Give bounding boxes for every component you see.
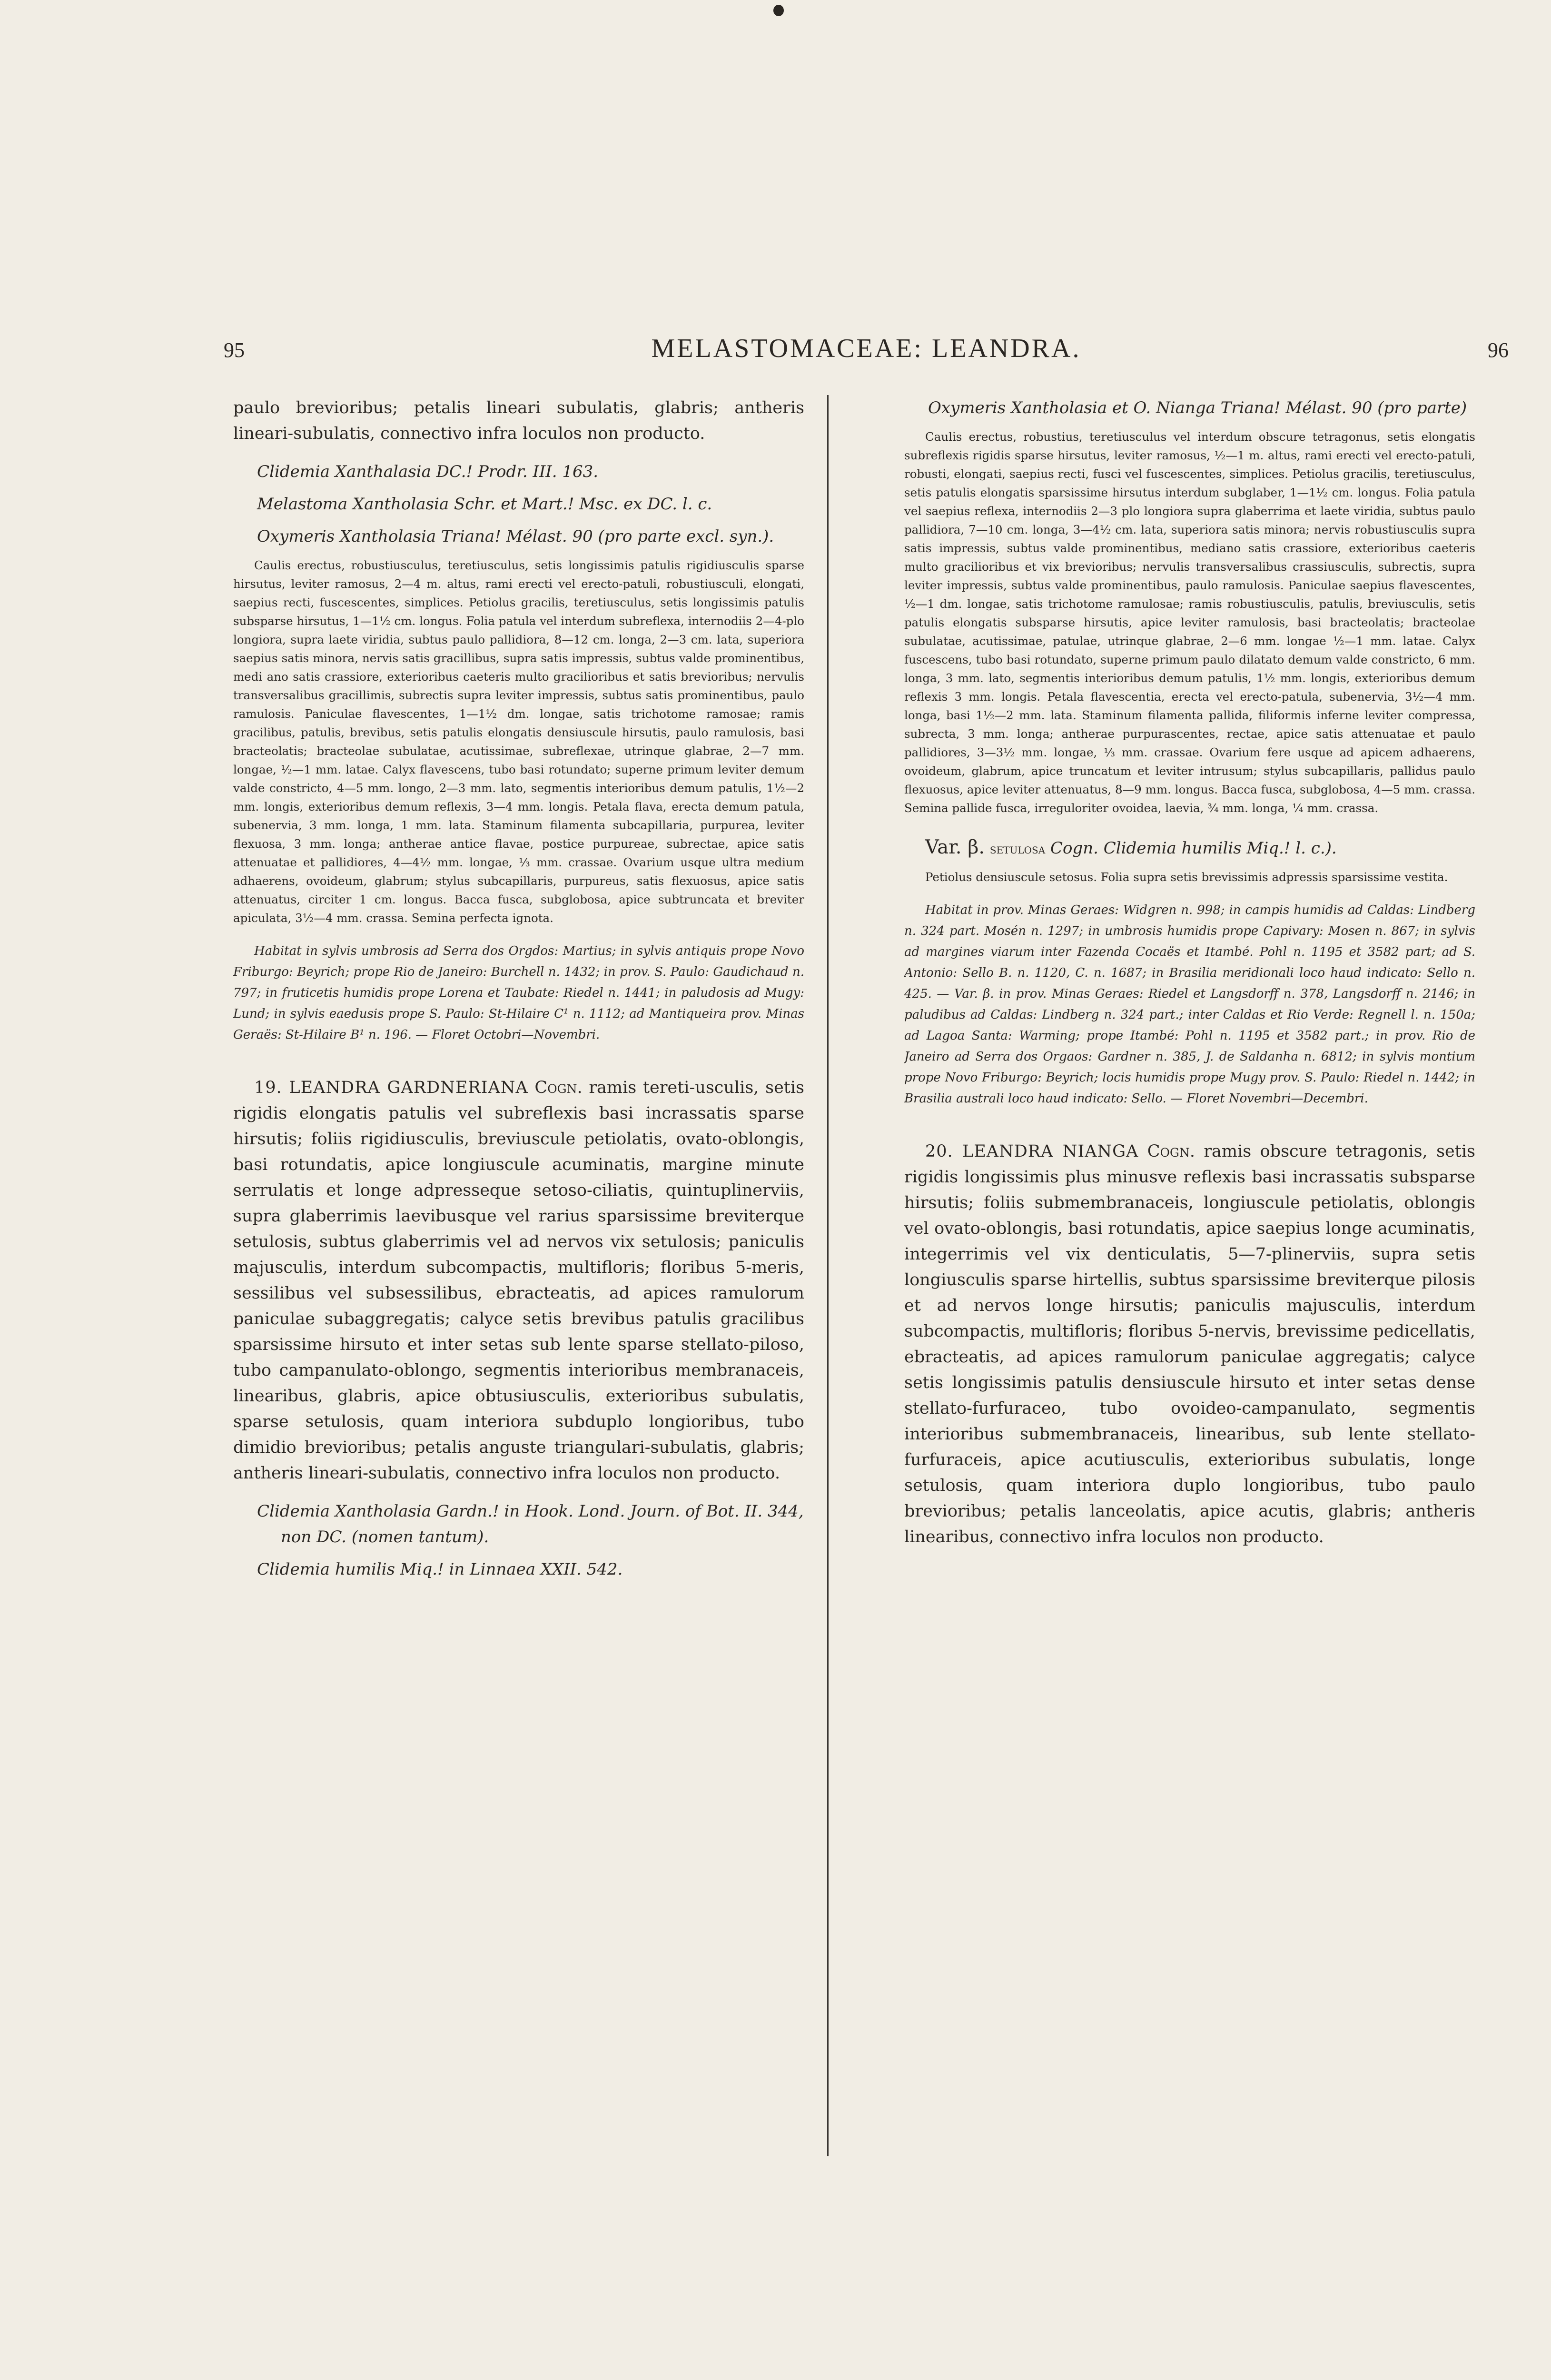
species-author: Cogn. bbox=[534, 1078, 583, 1097]
variety-label: Var. β. bbox=[925, 836, 985, 858]
synonym: Clidemia humilis Miq.! in Linnaea XXII. 542. bbox=[257, 1560, 623, 1579]
variety-synonym: Clidemia humilis Miq.! l. c.). bbox=[1103, 839, 1337, 858]
page-number-left: 95 bbox=[224, 338, 245, 362]
running-head bbox=[224, 333, 1509, 376]
variety-description: Petiolus densiuscule setosus. Folia supra setis brevissimis adpressis sparsissime vestita. bbox=[925, 870, 1448, 884]
species-diagnosis-text: ramis obscure tetragonis, setis rigidis longissimis plus minusve reflexis basi incrassatis subsparse hirsutis; foliis submembranaceis, longiuscule petiolatis, oblongis vel ovato-oblongis, basi rotundatis, apice saepius longe acuminatis, integerrimis vel vix denticulatis, 5—7-plinerviis, supra setis longiusculis sparse hirtellis, subtus sparsissime breviterque pilosis et ad nervos longe hirsutis; paniculis majusculis, interdum subcompactis, multifloris; floribus 5-nervis, brevissime pedicellatis, ebracteatis, ad apices ramulorum paniculae aggregatis; calyce setis longissimis patulis densiuscule hirsuto et inter setas dense stellato-furfuraceo, tubo ovoideo-campanulato, segmentis interioribus submembranaceis, linearibus, sub lente stellato-furfuraceis, apice acutiusculis, exterioribus subulatis, longe setulosis, quam interiora duplo longioribus, tubo paulo brevioribus; petalis lanceolatis, apice acutis, glabris; antheris linearibus, connectivo infra loculos non producto. bbox=[904, 1142, 1475, 1547]
running-title: MELASTOMACEAE: LEANDRA. bbox=[651, 334, 1081, 363]
species-description: Caulis erectus, robustius, teretiusculus vel interdum obscure tetragonus, setis elongatis subreflexis rigidis sparse hirsutus, leviter ramosus, ½—1 m. altus, rami erecti vel erecto-patuli, robusti, elongati, saepius recti, fusci vel fuscescentes, simplices. Petiolus gracilis, teretiusculus, setis patulis elongatis sparsissime hirsutus interdum subglaber, 1—1½ cm. longus. Folia patula vel saepius reflexa, internodiis 2—3 plo longiora supra glaberrima et laete viridia, subtus paulo pallidiora, 7—10 cm. longa, 3—4½ cm. lata, superiora satis minora; nervis robustiusculis supra satis impressis, subtus valde prominentibus, mediano satis crassiore, exterioribus caeteris multo gracilioribus et vix brevioribus; nervulis transversalibus crassiusculis, subrectis, supra leviter impressis, subtus valde prominentibus, paulo ramulosis. Paniculae saepius flavescentes, ½—1 dm. longae, satis trichotome ramulosae; ramis robustiusculis, patulis, breviusculis, setis patulis elongatis subsparse hirsutis, apice leviter ramulosis, basi bracteolatis; bracteolae subulatae, acutissimae, patulae, utrinque glabrae, 2—6 mm. longae ½—1 mm. latae. Calyx fuscescens, tubo basi rotundato, superne primum paulo dilatato demum valde constricto, 6 mm. longa, 3 mm. lato, segmentis interioribus demum patulis, 1½ mm. longis, exterioribus demum reflexis 3 mm. longis. Petala flavescentia, erecta vel erecto-patula, subenervia, 3½—4 mm. longa, basi 1½—2 mm. lata. Staminum filamenta pallida, filiformis inferne leviter compressa, subrecta, 3 mm. longa; antherae purpurascentes, rectae, apice satis attenuatae et paulo pallidiores, 3—3½ mm. longae, ⅓ mm. crassae. Ovarium fere usque ad apicem adhaerens, ovoideum, glabrum, apice truncatum et leviter intrusum; stylus subcapillaris, pallidus paulo flexuosus, apice leviter attenuatus, 8—9 mm. longus. Bacca fusca, subglobosa, 4—5 mm. crassa. Semina pallide fusca, irreguloriter ovoidea, laevia, ¾ mm. longa, ¼ mm. crassa. bbox=[904, 430, 1475, 815]
species-name: 19. LEANDRA GARDNERIANA bbox=[254, 1078, 528, 1097]
variety-author: Cogn. bbox=[1050, 839, 1098, 858]
habitat-paragraph: Habitat in sylvis umbrosis ad Serra dos Orgdos: Martius; in sylvis antiquis prope Novo Friburgo: Beyrich; prope Rio de Janeiro: Burchell n. 1432; in prov. S. Paulo: Gaudichaud n. 797; in fruticetis humidis prope Lorena et Taubate: Riedel n. 1441; in paludosis ad Mugy: Lund; in sylvis eaedusis prope S. Paulo: St-Hilaire C¹ n. 1112; ad Mantiqueira prov. Minas Geraës: St-Hilaire B¹ n. 196. — Floret Octobri—Novembri. bbox=[233, 944, 804, 1042]
page-number-right: 96 bbox=[1488, 338, 1509, 362]
column-divider bbox=[827, 395, 829, 2156]
species-author: Cogn. bbox=[1147, 1142, 1195, 1161]
continued-diagnosis: paulo brevioribus; petalis lineari subulatis, glabris; antheris lineari-subulatis, connectivo infra loculos non producto. bbox=[233, 398, 804, 443]
species-name: 20. LEANDRA NIANGA bbox=[925, 1142, 1139, 1161]
species-20-diagnosis bbox=[904, 1139, 1475, 1550]
species-description: Caulis erectus, robustiusculus, teretiusculus, setis longissimis patulis rigidiusculis sparse hirsutus, leviter ramosus, 2—4 m. altus, rami erecti vel erecto-patuli, robustiusculi, elongati, saepius recti, fuscescentes, simplices. Petiolus gracilis, teretiusculus, setis longissimis patulis subsparse hirsutus, 1—1½ cm. longus. Folia patula vel interdum subreflexa, internodiis 2—4-plo longiora, supra laete viridia, subtus paulo pallidiora, 8—12 cm. longa, 2—3 cm. lata, superiora saepius satis minora, nervis satis gracillibus, supra satis impressis, subtus valde prominentibus, medi ano satis crassiore, exterioribus caeteris multo gracilioribus et satis brevioribus; nervulis transversalibus gracillimis, subrectis supra leviter impressis, subtus satis prominentibus, paulo ramulosis. Paniculae flavescentes, 1—1½ dm. longae, satis trichotome ramosae; ramis gracilibus, patulis, brevibus, setis patulis elongatis densiuscule hirsutis, paulo ramulosis, basi bracteolatis; bracteolae subulatae, acutissimae, subreflexae, utrinque glabrae, 2—7 mm. longae, ½—1 mm. latae. Calyx flavescens, tubo basi rotundato; superne primum leviter demum valde constricto, 4—5 mm. longo, 2—3 mm. lato, segmentis interioribus demum patulis, 1½—2 mm. longis, exterioribus demum reflexis, 3—4 mm. longis. Petala flava, erecta demum patula, subenervia, 3 mm. longa, 1 mm. lata. Staminum filamenta subcapillaria, purpurea, leviter flexuosa, 3 mm. longa; antherae antice flavae, postice purpureae, subrectae, apice satis attenuatae et pallidiores, 4—4½ mm. longae, ⅓ mm. crassae. Ovarium usque ultra medium adhaerens, ovoideum, glabrum; stylus subcapillaris, purpureus, satis flexuosus, apice satis attenuatus, circiter 1 cm. longus. Bacca fusca, subglobosa, apice subtruncata et breviter apiculata, 3½—4 mm. crassa. Semina perfecta ignota. bbox=[233, 558, 804, 925]
species-19-diagnosis bbox=[233, 1075, 804, 1486]
variety-heading bbox=[904, 834, 1475, 862]
synonym: Oxymeris Xantholasia et O. Nianga Triana! Mélast. 90 (pro parte) bbox=[928, 398, 1467, 417]
right-column bbox=[904, 395, 1475, 2318]
left-column bbox=[233, 395, 804, 2318]
synonym: Melastoma Xantholasia Schr. et Mart.! Msc. ex DC. l. c. bbox=[257, 495, 712, 514]
variety-name: setulosa bbox=[989, 841, 1046, 857]
synonym: Clidemia Xanthalasia DC.! Prodr. III. 163. bbox=[257, 462, 599, 481]
species-diagnosis-text: ramis tereti-usculis, setis rigidis elongatis patulis vel subreflexis basi incrassatis sparse hirsutis; foliis rigidiusculis, breviuscule petiolatis, ovato-oblongis, basi rotundatis, apice longiuscule acuminatis, margine minute serrulatis et longe adpresseque setoso-ciliatis, quintuplinerviis, supra glaberrimis laevibusque vel rarius sparsissime breviterque setulosis, subtus glaberrimis vel ad nervos vix setulosis; paniculis majusculis, interdum subcompactis, multifloris; floribus 5-meris, sessilibus vel subsessilibus, ebracteatis, ad apices ramulorum paniculae subaggregatis; calyce setis brevibus patulis gracilibus sparsissime hirsuto et inter setas sub lente sparse stellato-piloso, tubo campanulato-oblongo, segmentis interioribus membranaceis, linearibus, glabris, apice obtusiusculis, exterioribus subulatis, sparse setulosis, quam interiora subduplo longioribus, tubo dimidio brevioribus; petalis anguste triangulari-subulatis, glabris; antheris lineari-subulatis, connectivo infra loculos non producto. bbox=[233, 1078, 804, 1483]
synonym: Clidemia Xantholasia Gardn.! in Hook. Lond. Journ. of Bot. II. 344, non DC. (nomen tantum). bbox=[257, 1502, 804, 1547]
habitat-paragraph: Habitat in prov. Minas Geraes: Widgren n. 998; in campis humidis ad Caldas: Lindberg n. 324 part. Mosén n. 1297; in umbrosis humidis prope Capivary: Mosen n. 867; in sylvis ad margines viarum inter Fazenda Cocaës et Itambé. Pohl n. 1195 et 3582 part; ad S. Antonio: Sello B. n. 1120, C. n. 1687; in Brasilia meridionali loco haud indicato: Sello n. 425. — Var. β. in prov. Minas Geraes: Riedel et Langsdorff n. 378, Langsdorff n. 2146; in paludibus ad Caldas: Lindberg n. 324 part.; inter Caldas et Rio Verde: Regnell l. n. 150a; ad Lagoa Santa: Warming; prope Itambé: Pohl n. 1195 et 3582 part.; in prov. Rio de Janeiro ad Serra dos Orgaos: Gardner n. 385, J. de Saldanha n. 6812; in sylvis montium prope Novo Friburgo: Beyrich; locis humidis prope Mugy prov. S. Paulo: Riedel n. 1442; in Brasilia australi loco haud indicato: Sello. — Floret Novembri—Decembri. bbox=[904, 903, 1475, 1106]
synonym: Oxymeris Xantholasia Triana! Mélast. 90 (pro parte excl. syn.). bbox=[257, 527, 774, 546]
ink-mark-icon bbox=[773, 5, 784, 16]
